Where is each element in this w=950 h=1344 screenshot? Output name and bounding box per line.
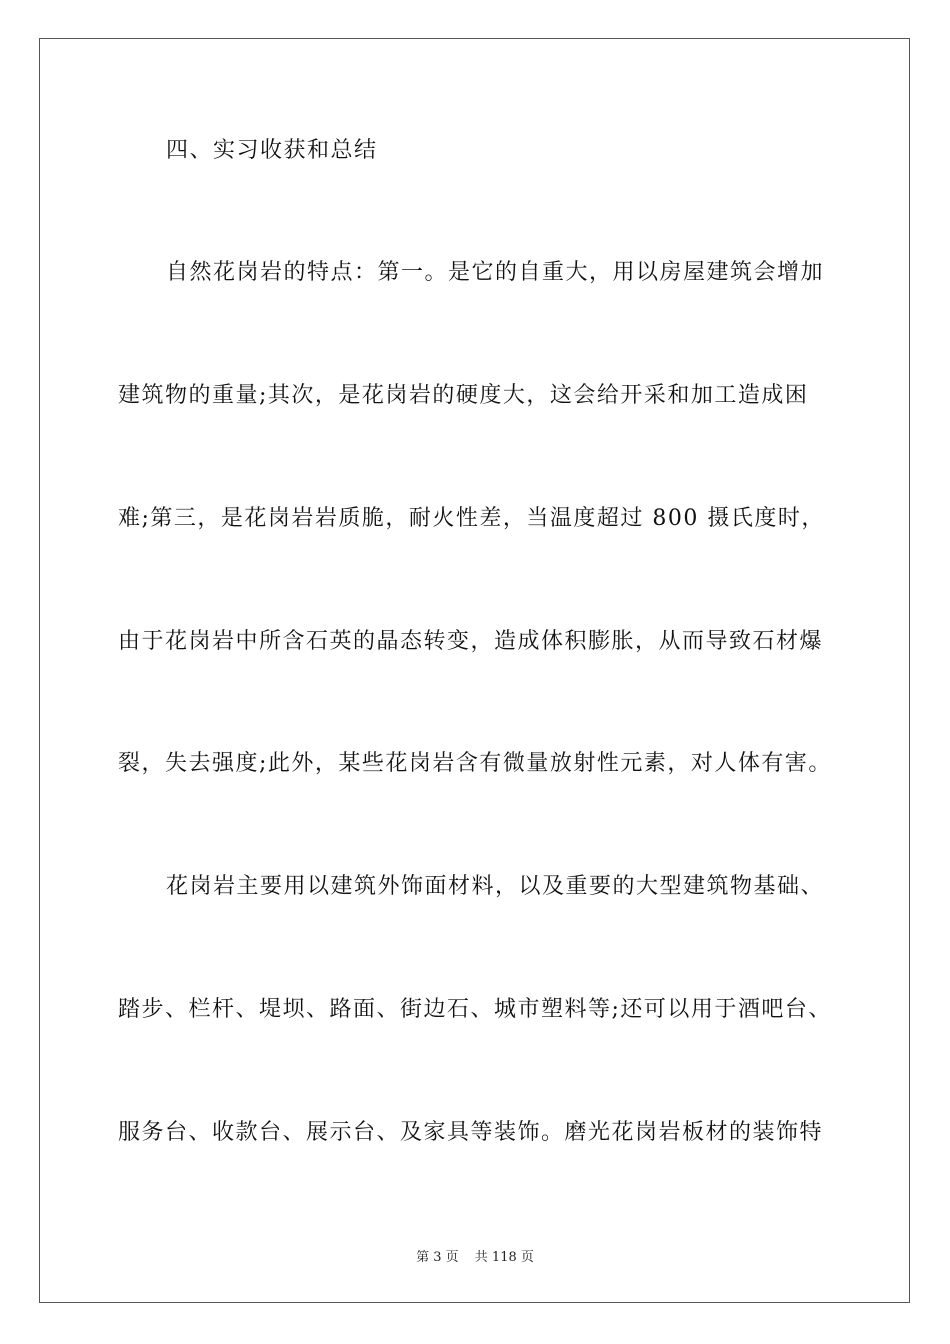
- page-number: 第 3 页: [416, 1250, 459, 1265]
- paragraph-line: 花岗岩主要用以建筑外饰面材料，以及重要的大型建筑物基础、: [166, 874, 825, 899]
- paragraph-line: 自然花岗岩的特点：第一。是它的自重大，用以房屋建筑会增加: [166, 260, 825, 285]
- page-frame: [39, 38, 910, 1303]
- paragraph-line: 踏步、栏杆、堤坝、路面、街边石、城市塑料等;还可以用于酒吧台、: [118, 997, 832, 1022]
- paragraph-line: 服务台、收款台、展示台、及家具等装饰。磨光花岗岩板材的装饰特: [118, 1120, 824, 1145]
- paragraph-line: 难;第三，是花岗岩岩质脆，耐火性差，当温度超过 800 摄氏度时，: [118, 506, 825, 531]
- section-heading: 四、实习收获和总结: [166, 138, 378, 163]
- page-footer: [0, 1246, 950, 1265]
- page-total: 共 118 页: [474, 1250, 534, 1265]
- paragraph-line: 由于花岗岩中所含石英的晶态转变，造成体积膨胀，从而导致石材爆: [118, 629, 824, 654]
- paragraph-line: 建筑物的重量;其次，是花岗岩的硬度大，这会给开采和加工造成困: [118, 383, 809, 408]
- paragraph-line: 裂，失去强度;此外，某些花岗岩含有微量放射性元素，对人体有害。: [118, 751, 832, 776]
